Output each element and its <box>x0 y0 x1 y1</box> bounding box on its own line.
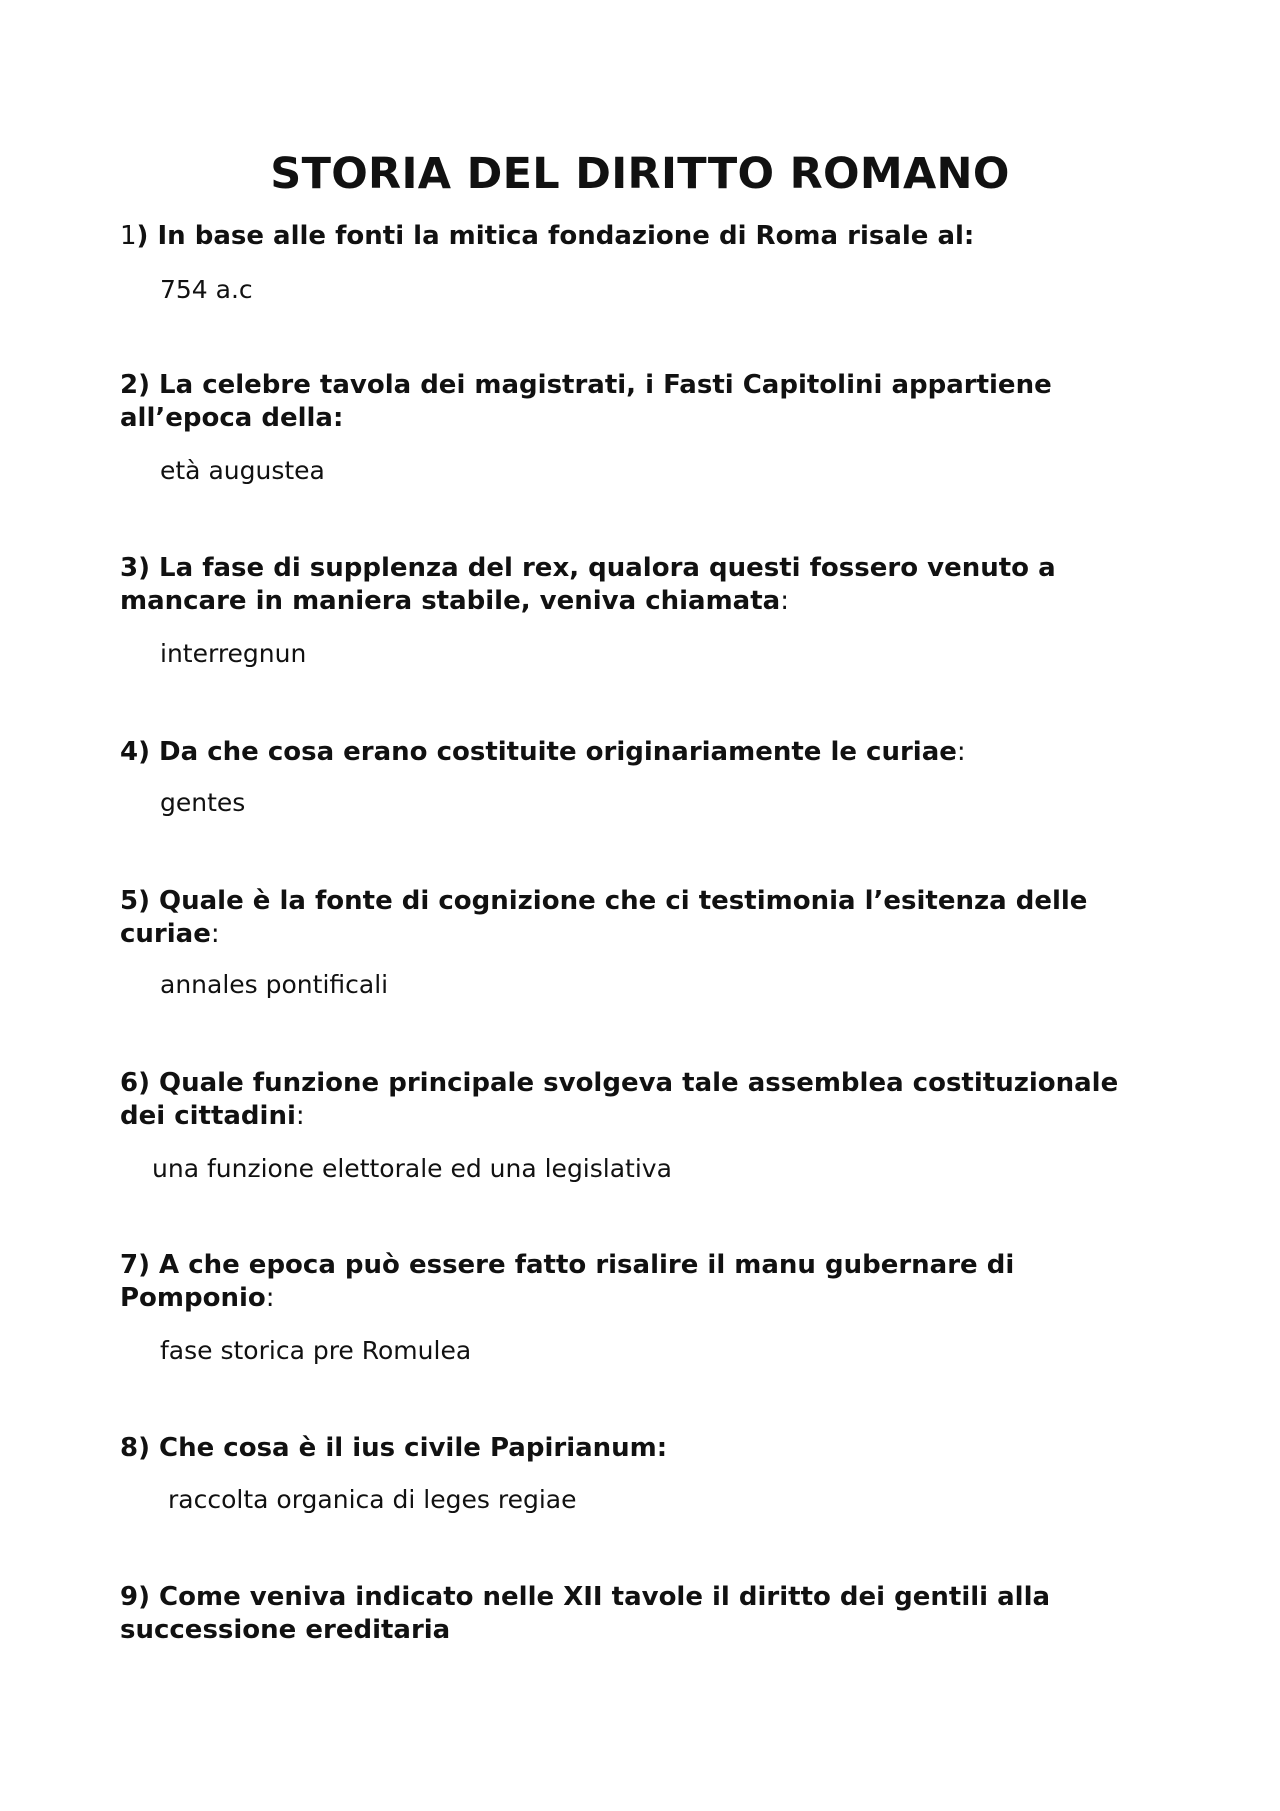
question-number: 1 <box>120 221 137 251</box>
question-7 <box>120 1249 1150 1315</box>
question-4 <box>120 736 1150 769</box>
question-text: ) La fase di supplenza del rex, qualora questi fossero venuto a mancare in maniera stabile, veniva chiamata <box>120 553 1056 616</box>
question-number: 3 <box>120 553 139 583</box>
answer-8: raccolta organica di leges regiae <box>168 1485 577 1514</box>
question-number: 7 <box>120 1250 139 1280</box>
question-2 <box>120 369 1150 435</box>
question-number: 8 <box>120 1433 139 1463</box>
question-tail: : <box>210 919 220 949</box>
question-text: ) Quale è la fonte di cognizione che ci testimonia l’esitenza delle curiae <box>120 886 1088 949</box>
answer-5: annales pontificali <box>160 970 389 999</box>
question-number: 4 <box>120 737 139 767</box>
question-text: ) Che cosa è il ius civile Papirianum: <box>138 1433 668 1463</box>
question-8 <box>120 1432 1150 1465</box>
question-3 <box>120 552 1150 618</box>
question-tail: : <box>956 737 966 767</box>
question-text: ) Da che cosa erano costituite originariamente le curiae <box>138 737 957 767</box>
question-number: 6 <box>120 1068 139 1098</box>
question-number: 5 <box>120 886 139 916</box>
question-6 <box>120 1067 1150 1133</box>
question-text: ) La celebre tavola dei magistrati, i Fasti Capitolini appartiene all’epoca della: <box>120 370 1052 433</box>
answer-3: interregnun <box>160 639 307 668</box>
question-number: 9 <box>120 1582 139 1612</box>
question-tail: : <box>265 1283 275 1313</box>
question-tail: : <box>780 586 789 616</box>
question-1 <box>120 220 1150 253</box>
question-text: ) In base alle fonti la mitica fondazione di Roma risale al: <box>136 221 975 251</box>
question-tail: : <box>295 1101 305 1131</box>
answer-6: una funzione elettorale ed una legislativa <box>152 1154 672 1183</box>
answer-4: gentes <box>160 788 246 817</box>
answer-7: fase storica pre Romulea <box>160 1336 472 1365</box>
question-text: ) A che epoca può essere fatto risalire il manu gubernare di Pomponio <box>120 1250 1015 1313</box>
question-text: ) Come veniva indicato nelle XII tavole il diritto dei gentili alla successione ereditaria <box>120 1582 1051 1645</box>
answer-2: età augustea <box>160 456 325 485</box>
question-9 <box>120 1581 1150 1647</box>
document-title: STORIA DEL DIRITTO ROMANO <box>270 149 1010 199</box>
question-number: 2 <box>120 370 139 400</box>
answer-1: 754 a.c <box>160 275 253 304</box>
question-text: ) Quale funzione principale svolgeva tale assemblea costituzionale dei cittadini <box>120 1068 1119 1131</box>
question-5 <box>120 885 1150 951</box>
